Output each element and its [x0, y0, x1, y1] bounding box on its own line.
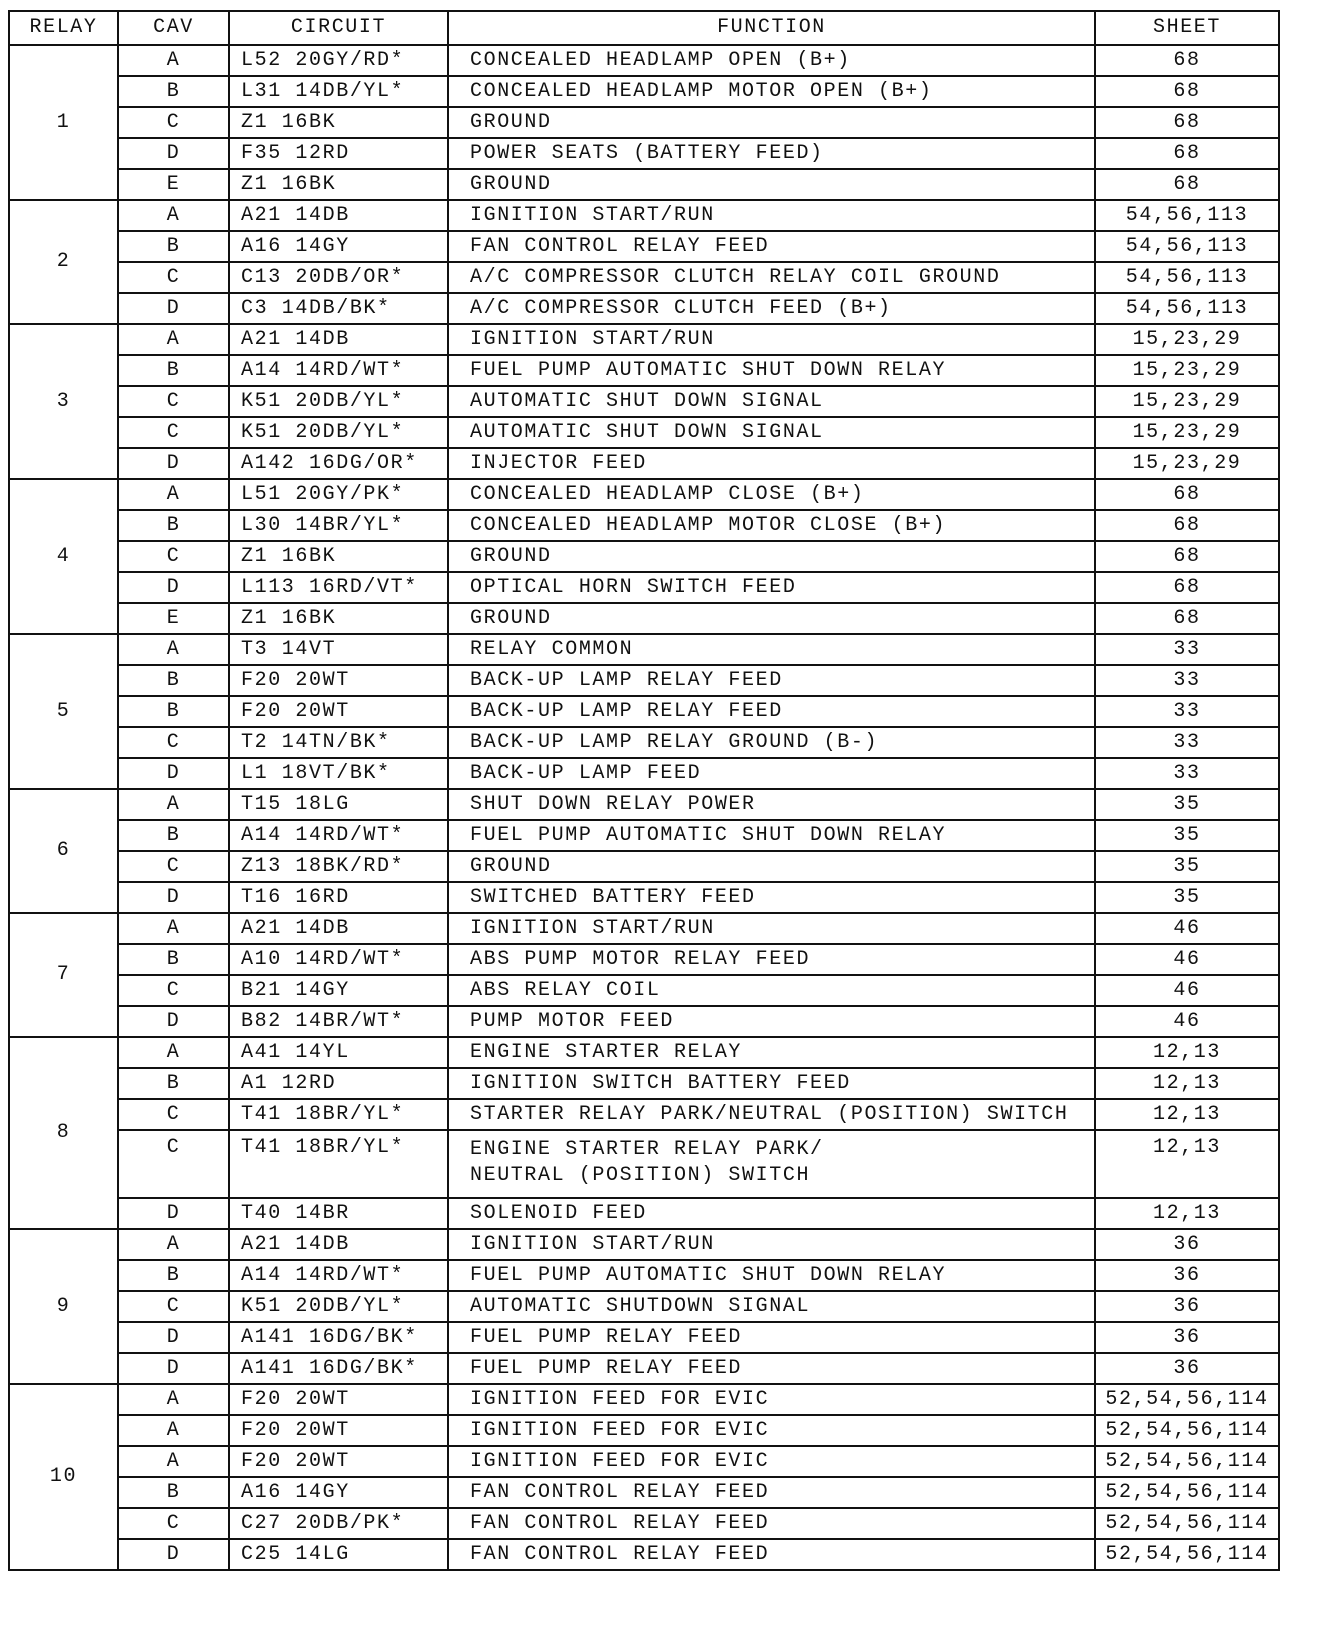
circuit-cell: F20 20WT	[229, 665, 448, 696]
sheet-cell: 54,56,113	[1095, 231, 1279, 262]
cav-cell: C	[118, 417, 229, 448]
table-row	[9, 1322, 1279, 1353]
circuit-cell: A1 12RD	[229, 1068, 448, 1099]
cav-cell: C	[118, 262, 229, 293]
circuit-cell: A16 14GY	[229, 1477, 448, 1508]
table-row	[9, 1260, 1279, 1291]
sheet-cell: 68	[1095, 107, 1279, 138]
relay-cell: 4	[9, 479, 118, 634]
cav-cell: D	[118, 1198, 229, 1229]
table-row	[9, 1198, 1279, 1229]
sheet-cell: 12,13	[1095, 1068, 1279, 1099]
relay-cavity-table	[8, 10, 1280, 1571]
sheet-cell: 46	[1095, 944, 1279, 975]
relay-cell: 8	[9, 1037, 118, 1229]
cav-cell: B	[118, 696, 229, 727]
table-row	[9, 1229, 1279, 1260]
sheet-cell: 46	[1095, 975, 1279, 1006]
sheet-cell: 15,23,29	[1095, 386, 1279, 417]
sheet-cell: 12,13	[1095, 1130, 1279, 1198]
table-row	[9, 200, 1279, 231]
function-cell: IGNITION FEED FOR EVIC	[448, 1384, 1095, 1415]
function-cell: IGNITION START/RUN	[448, 1229, 1095, 1260]
table-row	[9, 1037, 1279, 1068]
sheet-cell: 35	[1095, 789, 1279, 820]
table-row	[9, 138, 1279, 169]
sheet-cell: 68	[1095, 603, 1279, 634]
circuit-cell: F20 20WT	[229, 1446, 448, 1477]
function-cell: GROUND	[448, 107, 1095, 138]
function-cell: BACK-UP LAMP RELAY FEED	[448, 665, 1095, 696]
cav-cell: C	[118, 1130, 229, 1198]
circuit-cell: Z13 18BK/RD*	[229, 851, 448, 882]
relay-cell: 7	[9, 913, 118, 1037]
relay-cell: 1	[9, 45, 118, 200]
sheet-cell: 68	[1095, 510, 1279, 541]
table-row	[9, 944, 1279, 975]
cav-cell: B	[118, 355, 229, 386]
circuit-cell: K51 20DB/YL*	[229, 1291, 448, 1322]
circuit-cell: A21 14DB	[229, 200, 448, 231]
function-cell: CONCEALED HEADLAMP MOTOR OPEN (B+)	[448, 76, 1095, 107]
circuit-cell: L52 20GY/RD*	[229, 45, 448, 76]
header-circuit: CIRCUIT	[229, 11, 448, 45]
function-cell: ENGINE STARTER RELAY	[448, 1037, 1095, 1068]
cav-cell: A	[118, 1037, 229, 1068]
table-row	[9, 386, 1279, 417]
circuit-cell: K51 20DB/YL*	[229, 386, 448, 417]
function-cell: AUTOMATIC SHUT DOWN SIGNAL	[448, 386, 1095, 417]
circuit-cell: F20 20WT	[229, 1415, 448, 1446]
sheet-cell: 36	[1095, 1229, 1279, 1260]
cav-cell: A	[118, 479, 229, 510]
circuit-cell: L30 14BR/YL*	[229, 510, 448, 541]
relay-cell: 9	[9, 1229, 118, 1384]
cav-cell: B	[118, 944, 229, 975]
circuit-cell: B21 14GY	[229, 975, 448, 1006]
circuit-cell: F20 20WT	[229, 696, 448, 727]
function-cell: CONCEALED HEADLAMP MOTOR CLOSE (B+)	[448, 510, 1095, 541]
circuit-cell: L1 18VT/BK*	[229, 758, 448, 789]
table-row	[9, 975, 1279, 1006]
relay-cell: 3	[9, 324, 118, 479]
function-cell: ABS PUMP MOTOR RELAY FEED	[448, 944, 1095, 975]
cav-cell: B	[118, 820, 229, 851]
cav-cell: D	[118, 293, 229, 324]
circuit-cell: T2 14TN/BK*	[229, 727, 448, 758]
cav-cell: B	[118, 1068, 229, 1099]
cav-cell: C	[118, 851, 229, 882]
cav-cell: D	[118, 448, 229, 479]
function-cell: FAN CONTROL RELAY FEED	[448, 1539, 1095, 1570]
cav-cell: D	[118, 882, 229, 913]
cav-cell: A	[118, 1229, 229, 1260]
sheet-cell: 68	[1095, 572, 1279, 603]
table-row	[9, 1446, 1279, 1477]
header-row	[9, 11, 1279, 45]
circuit-cell: C13 20DB/OR*	[229, 262, 448, 293]
circuit-cell: A14 14RD/WT*	[229, 1260, 448, 1291]
sheet-cell: 68	[1095, 76, 1279, 107]
circuit-cell: Z1 16BK	[229, 107, 448, 138]
sheet-cell: 46	[1095, 913, 1279, 944]
table-row	[9, 851, 1279, 882]
cav-cell: A	[118, 634, 229, 665]
table-row	[9, 231, 1279, 262]
circuit-cell: C25 14LG	[229, 1539, 448, 1570]
cav-cell: D	[118, 1353, 229, 1384]
relay-cell: 6	[9, 789, 118, 913]
cav-cell: D	[118, 1322, 229, 1353]
function-cell: IGNITION FEED FOR EVIC	[448, 1446, 1095, 1477]
function-cell: BACK-UP LAMP FEED	[448, 758, 1095, 789]
function-cell: FAN CONTROL RELAY FEED	[448, 231, 1095, 262]
function-cell: CONCEALED HEADLAMP OPEN (B+)	[448, 45, 1095, 76]
table-row	[9, 1130, 1279, 1198]
sheet-cell: 33	[1095, 727, 1279, 758]
cav-cell: A	[118, 789, 229, 820]
table-row	[9, 1068, 1279, 1099]
circuit-cell: A141 16DG/BK*	[229, 1353, 448, 1384]
circuit-cell: B82 14BR/WT*	[229, 1006, 448, 1037]
sheet-cell: 12,13	[1095, 1198, 1279, 1229]
sheet-cell: 35	[1095, 851, 1279, 882]
sheet-cell: 54,56,113	[1095, 293, 1279, 324]
cav-cell: C	[118, 1099, 229, 1130]
circuit-cell: K51 20DB/YL*	[229, 417, 448, 448]
function-cell: POWER SEATS (BATTERY FEED)	[448, 138, 1095, 169]
function-cell: ENGINE STARTER RELAY PARK/ NEUTRAL (POSITION) SWITCH	[448, 1130, 1095, 1198]
function-cell: SWITCHED BATTERY FEED	[448, 882, 1095, 913]
function-cell: FUEL PUMP RELAY FEED	[448, 1322, 1095, 1353]
table-row	[9, 1099, 1279, 1130]
table-row	[9, 1477, 1279, 1508]
function-cell: AUTOMATIC SHUTDOWN SIGNAL	[448, 1291, 1095, 1322]
table-row	[9, 913, 1279, 944]
function-cell: A/C COMPRESSOR CLUTCH FEED (B+)	[448, 293, 1095, 324]
sheet-cell: 36	[1095, 1260, 1279, 1291]
table-row	[9, 1539, 1279, 1570]
table-row	[9, 1384, 1279, 1415]
sheet-cell: 35	[1095, 882, 1279, 913]
table-row	[9, 76, 1279, 107]
header-cav: CAV	[118, 11, 229, 45]
circuit-cell: A21 14DB	[229, 913, 448, 944]
circuit-cell: C27 20DB/PK*	[229, 1508, 448, 1539]
table-row	[9, 665, 1279, 696]
header-function: FUNCTION	[448, 11, 1095, 45]
function-cell: FUEL PUMP RELAY FEED	[448, 1353, 1095, 1384]
sheet-cell: 35	[1095, 820, 1279, 851]
function-cell: IGNITION FEED FOR EVIC	[448, 1415, 1095, 1446]
function-cell: CONCEALED HEADLAMP CLOSE (B+)	[448, 479, 1095, 510]
sheet-cell: 68	[1095, 479, 1279, 510]
table-row	[9, 1291, 1279, 1322]
circuit-cell: T41 18BR/YL*	[229, 1099, 448, 1130]
sheet-cell: 36	[1095, 1353, 1279, 1384]
sheet-cell: 15,23,29	[1095, 355, 1279, 386]
cav-cell: C	[118, 727, 229, 758]
function-cell: PUMP MOTOR FEED	[448, 1006, 1095, 1037]
sheet-cell: 12,13	[1095, 1037, 1279, 1068]
circuit-cell: Z1 16BK	[229, 603, 448, 634]
cav-cell: B	[118, 510, 229, 541]
table-body	[9, 45, 1279, 1570]
cav-cell: A	[118, 200, 229, 231]
circuit-cell: T41 18BR/YL*	[229, 1130, 448, 1198]
sheet-cell: 12,13	[1095, 1099, 1279, 1130]
cav-cell: C	[118, 541, 229, 572]
cav-cell: A	[118, 1446, 229, 1477]
table-row	[9, 448, 1279, 479]
table-row	[9, 696, 1279, 727]
circuit-cell: A14 14RD/WT*	[229, 820, 448, 851]
cav-cell: D	[118, 758, 229, 789]
function-cell: ABS RELAY COIL	[448, 975, 1095, 1006]
function-cell: FAN CONTROL RELAY FEED	[448, 1477, 1095, 1508]
function-cell: OPTICAL HORN SWITCH FEED	[448, 572, 1095, 603]
sheet-cell: 15,23,29	[1095, 324, 1279, 355]
table-row	[9, 1415, 1279, 1446]
circuit-cell: A41 14YL	[229, 1037, 448, 1068]
cav-cell: C	[118, 1508, 229, 1539]
cav-cell: B	[118, 665, 229, 696]
table-row	[9, 1508, 1279, 1539]
table-row	[9, 727, 1279, 758]
sheet-cell: 15,23,29	[1095, 448, 1279, 479]
cav-cell: D	[118, 572, 229, 603]
function-cell: SHUT DOWN RELAY POWER	[448, 789, 1095, 820]
circuit-cell: A16 14GY	[229, 231, 448, 262]
circuit-cell: L31 14DB/YL*	[229, 76, 448, 107]
function-cell: BACK-UP LAMP RELAY FEED	[448, 696, 1095, 727]
cav-cell: A	[118, 913, 229, 944]
table-row	[9, 572, 1279, 603]
table-row	[9, 324, 1279, 355]
table-row	[9, 417, 1279, 448]
cav-cell: E	[118, 169, 229, 200]
circuit-cell: Z1 16BK	[229, 169, 448, 200]
cav-cell: D	[118, 1539, 229, 1570]
cav-cell: A	[118, 1384, 229, 1415]
function-cell: FUEL PUMP AUTOMATIC SHUT DOWN RELAY	[448, 820, 1095, 851]
function-cell: FUEL PUMP AUTOMATIC SHUT DOWN RELAY	[448, 355, 1095, 386]
function-cell: RELAY COMMON	[448, 634, 1095, 665]
cav-cell: A	[118, 45, 229, 76]
table-row	[9, 789, 1279, 820]
circuit-cell: A21 14DB	[229, 324, 448, 355]
table-row	[9, 820, 1279, 851]
function-cell: INJECTOR FEED	[448, 448, 1095, 479]
circuit-cell: L113 16RD/VT*	[229, 572, 448, 603]
circuit-cell: A14 14RD/WT*	[229, 355, 448, 386]
sheet-cell: 52,54,56,114	[1095, 1477, 1279, 1508]
function-cell: SOLENOID FEED	[448, 1198, 1095, 1229]
cav-cell: C	[118, 386, 229, 417]
relay-cell: 10	[9, 1384, 118, 1570]
function-cell: FUEL PUMP AUTOMATIC SHUT DOWN RELAY	[448, 1260, 1095, 1291]
table-row	[9, 293, 1279, 324]
sheet-cell: 15,23,29	[1095, 417, 1279, 448]
circuit-cell: C3 14DB/BK*	[229, 293, 448, 324]
function-cell: IGNITION START/RUN	[448, 913, 1095, 944]
sheet-cell: 54,56,113	[1095, 200, 1279, 231]
circuit-cell: A10 14RD/WT*	[229, 944, 448, 975]
sheet-cell: 52,54,56,114	[1095, 1446, 1279, 1477]
circuit-cell: L51 20GY/PK*	[229, 479, 448, 510]
cav-cell: B	[118, 1477, 229, 1508]
table-row	[9, 1353, 1279, 1384]
cav-cell: D	[118, 138, 229, 169]
function-cell: IGNITION START/RUN	[448, 200, 1095, 231]
circuit-cell: T3 14VT	[229, 634, 448, 665]
function-cell: AUTOMATIC SHUT DOWN SIGNAL	[448, 417, 1095, 448]
sheet-cell: 68	[1095, 45, 1279, 76]
function-cell: FAN CONTROL RELAY FEED	[448, 1508, 1095, 1539]
table-row	[9, 634, 1279, 665]
table-row	[9, 355, 1279, 386]
cav-cell: C	[118, 107, 229, 138]
circuit-cell: T16 16RD	[229, 882, 448, 913]
sheet-cell: 52,54,56,114	[1095, 1384, 1279, 1415]
circuit-cell: T15 18LG	[229, 789, 448, 820]
function-cell: A/C COMPRESSOR CLUTCH RELAY COIL GROUND	[448, 262, 1095, 293]
cav-cell: D	[118, 1006, 229, 1037]
sheet-cell: 68	[1095, 169, 1279, 200]
relay-cell: 5	[9, 634, 118, 789]
cav-cell: B	[118, 76, 229, 107]
circuit-cell: A141 16DG/BK*	[229, 1322, 448, 1353]
table-row	[9, 169, 1279, 200]
table-row	[9, 541, 1279, 572]
circuit-cell: F35 12RD	[229, 138, 448, 169]
function-cell: IGNITION SWITCH BATTERY FEED	[448, 1068, 1095, 1099]
sheet-cell: 68	[1095, 138, 1279, 169]
sheet-cell: 33	[1095, 634, 1279, 665]
cav-cell: C	[118, 975, 229, 1006]
circuit-cell: A21 14DB	[229, 1229, 448, 1260]
sheet-cell: 36	[1095, 1291, 1279, 1322]
table-row	[9, 479, 1279, 510]
table-row	[9, 262, 1279, 293]
sheet-cell: 33	[1095, 758, 1279, 789]
function-cell: GROUND	[448, 541, 1095, 572]
circuit-cell: A142 16DG/OR*	[229, 448, 448, 479]
cav-cell: A	[118, 324, 229, 355]
table-row	[9, 1006, 1279, 1037]
sheet-cell: 33	[1095, 665, 1279, 696]
table-row	[9, 45, 1279, 76]
table-row	[9, 107, 1279, 138]
sheet-cell: 68	[1095, 541, 1279, 572]
sheet-cell: 54,56,113	[1095, 262, 1279, 293]
function-cell: IGNITION START/RUN	[448, 324, 1095, 355]
function-cell: GROUND	[448, 603, 1095, 634]
function-cell: GROUND	[448, 851, 1095, 882]
cav-cell: B	[118, 231, 229, 262]
sheet-cell: 52,54,56,114	[1095, 1508, 1279, 1539]
sheet-cell: 33	[1095, 696, 1279, 727]
header-relay: RELAY	[9, 11, 118, 45]
sheet-cell: 52,54,56,114	[1095, 1539, 1279, 1570]
table-row	[9, 758, 1279, 789]
sheet-cell: 46	[1095, 1006, 1279, 1037]
function-cell: STARTER RELAY PARK/NEUTRAL (POSITION) SWITCH	[448, 1099, 1095, 1130]
circuit-cell: F20 20WT	[229, 1384, 448, 1415]
table-row	[9, 882, 1279, 913]
table-row	[9, 510, 1279, 541]
circuit-cell: Z1 16BK	[229, 541, 448, 572]
relay-cell: 2	[9, 200, 118, 324]
function-cell: BACK-UP LAMP RELAY GROUND (B-)	[448, 727, 1095, 758]
sheet-cell: 52,54,56,114	[1095, 1415, 1279, 1446]
sheet-cell: 36	[1095, 1322, 1279, 1353]
cav-cell: E	[118, 603, 229, 634]
cav-cell: A	[118, 1415, 229, 1446]
circuit-cell: T40 14BR	[229, 1198, 448, 1229]
cav-cell: B	[118, 1260, 229, 1291]
header-sheet: SHEET	[1095, 11, 1279, 45]
table-row	[9, 603, 1279, 634]
cav-cell: C	[118, 1291, 229, 1322]
function-cell: GROUND	[448, 169, 1095, 200]
